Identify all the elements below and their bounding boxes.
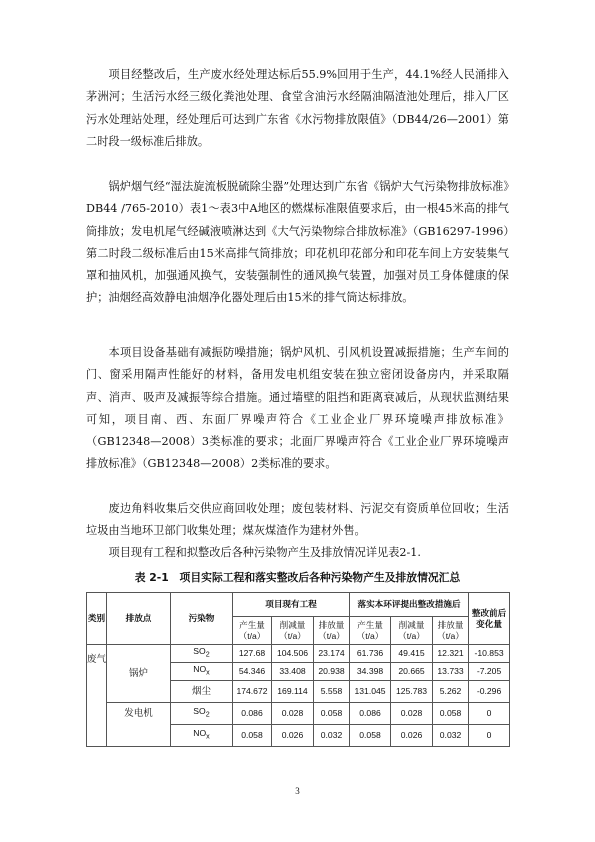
value-cell: 5.262	[433, 681, 469, 703]
value-cell: 0.028	[391, 703, 433, 725]
pollutant-table	[86, 592, 510, 747]
value-cell: 5.558	[314, 681, 350, 703]
header-source: 排放点	[107, 593, 171, 645]
value-cell: 131.045	[350, 681, 391, 703]
value-cell: 0.086	[350, 703, 391, 725]
value-cell: 20.938	[314, 663, 350, 681]
value-cell: 34.398	[350, 663, 391, 681]
value-cell: 0.028	[272, 703, 314, 725]
value-cell: 12.321	[433, 645, 469, 663]
value-cell: 0.058	[433, 703, 469, 725]
value-cell: 33.408	[272, 663, 314, 681]
pollutant-dust: 烟尘	[171, 681, 233, 703]
pollutant-so2: $SO_2$	[171, 703, 233, 725]
header-produced: 产生量（t/a）	[233, 617, 272, 645]
pollutant-nox: $NO_x$	[171, 663, 233, 681]
header-reduced: 削减量（t/a）	[391, 617, 433, 645]
header-category: 类别	[87, 593, 107, 645]
paragraph-noise: 本项目设备基础有减振防噪措施；锅炉风机、引风机设置减振措施；生产车间的门、窗采用隔声性能好的材料，备用发电机组安装在独立密闭设备房内，并采取隔声、消声、吸声及减振等综合措施。通过墙壁的阻挡和距离衰减后，从现状监测结果可知，项目南、西、东面厂界噪声符合《工业企业厂界环境噪声排放标准》（GB12348—2008）3类标准的要求；北面厂界噪声符合《工业企业厂界环境噪声排放标准》（GB12348—2008）2类标准的要求。	[86, 346, 509, 471]
table-caption: 表 2-1 项目实际工程和落实整改后各种污染物产生及排放情况汇总	[134, 571, 461, 584]
pollutant-so2: $SO_2$	[171, 645, 233, 663]
value-cell: 0.058	[233, 725, 272, 747]
value-cell: 127.68	[233, 645, 272, 663]
category-cell: 废气	[87, 645, 107, 747]
change-cell: 0	[469, 703, 510, 725]
header-emitted: 排放量（t/a）	[433, 617, 469, 645]
table-row	[87, 645, 510, 663]
paragraph-solid-waste: 废边角料收集后交供应商回收处理；废包装材料、污泥交有资质单位回收；生活垃圾由当地环卫部门收集处理；煤灰煤渣作为建材外售。	[86, 502, 509, 538]
paragraph-wastewater: 项目经整改后，生产废水经处理达标后55.9%回用于生产，44.1%经人民涌排入茅洲河；生活污水经三级化粪池处理、食堂含油污水经隔油隔渣池处理后，排入厂区污水处理站处理，经处理后可达到广东省《水污物排放限值》（DB44/26—2001）第二时段一级标准后排放。	[86, 68, 509, 148]
value-cell: 125.783	[391, 681, 433, 703]
value-cell: 0.086	[233, 703, 272, 725]
value-cell: 49.415	[391, 645, 433, 663]
paragraph-table-intro: 项目现有工程和拟整改后各种污染物产生及排放情况详见表2-1.	[108, 546, 421, 559]
header-existing-group: 项目现有工程	[233, 593, 350, 617]
change-cell: 0	[469, 725, 510, 747]
value-cell: 20.665	[391, 663, 433, 681]
page-number: 3	[295, 786, 300, 796]
value-cell: 174.672	[233, 681, 272, 703]
paragraph-flue-gas: 锅炉烟气经“湿法旋流板脱硫除尘器”处理达到广东省《锅炉大气污染物排放标准》DB44 /765-2010）表1～表3中A地区的燃煤标准限值要求后，由一根45米高的排气筒排放；发电机尾气经碱液喷淋达到《大气污染物综合排放标准》（GB16297-1996）第二时段二级标准后由15米高排气筒排放；印花机印花部分和印花车间上方安装集气罩和抽风机，加强通风换气，安装强制性的通风换气装置，加强对员工身体健康的保护；油烟经高效静电油烟净化器处理后由15米的排气筒达标排放。	[86, 180, 509, 305]
value-cell: 13.733	[433, 663, 469, 681]
change-cell: -7.205	[469, 663, 510, 681]
value-cell: 169.114	[272, 681, 314, 703]
value-cell: 0.032	[314, 725, 350, 747]
table-row	[87, 703, 510, 725]
source-boiler: 锅炉	[107, 645, 171, 703]
value-cell: 0.032	[433, 725, 469, 747]
value-cell: 0.058	[314, 703, 350, 725]
header-reduced: 削减量（t/a）	[272, 617, 314, 645]
header-produced: 产生量（t/a）	[350, 617, 391, 645]
header-change: 整改前后变化量	[469, 593, 510, 645]
header-pollutant: 污染物	[171, 593, 233, 645]
change-cell: -0.296	[469, 681, 510, 703]
header-rectified-group: 落实本环评提出整改措施后	[350, 593, 469, 617]
source-generator: 发电机	[107, 703, 171, 747]
value-cell: 54.346	[233, 663, 272, 681]
value-cell: 0.026	[391, 725, 433, 747]
value-cell: 0.026	[272, 725, 314, 747]
header-emitted: 排放量（t/a）	[314, 617, 350, 645]
value-cell: 61.736	[350, 645, 391, 663]
value-cell: 23.174	[314, 645, 350, 663]
value-cell: 0.058	[350, 725, 391, 747]
value-cell: 104.506	[272, 645, 314, 663]
change-cell: -10.853	[469, 645, 510, 663]
pollutant-nox: $NO_x$	[171, 725, 233, 747]
